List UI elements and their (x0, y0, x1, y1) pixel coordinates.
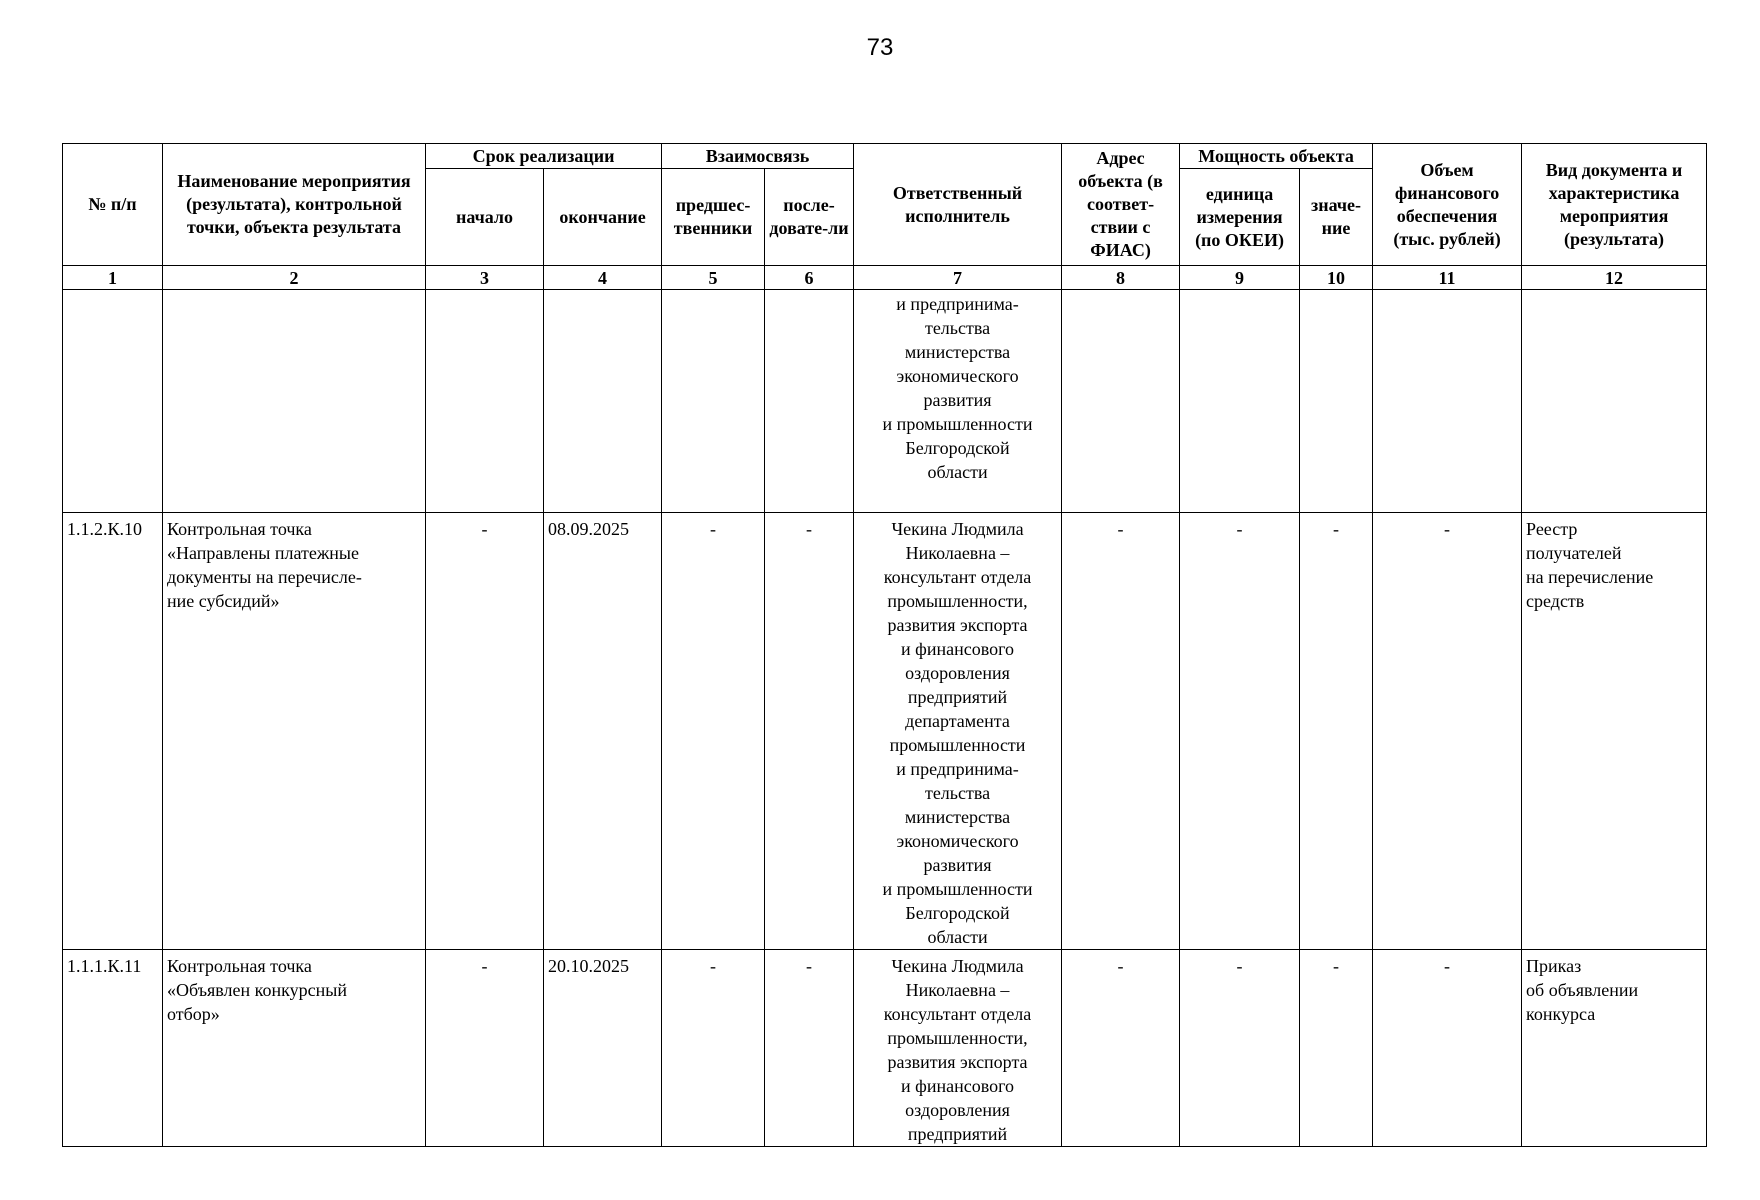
column-number-row (63, 266, 1707, 290)
row-finance (1373, 290, 1522, 513)
header-capacity-value: значе-ние (1300, 169, 1373, 266)
header-finance: Объем финансового обеспечения (тыс. рублей) (1373, 144, 1522, 266)
responsible-line: промышленности, (887, 591, 1028, 611)
responsible-line: промышленности, (887, 1028, 1028, 1048)
row-start (426, 290, 544, 513)
row-start: - (426, 950, 544, 1147)
header-term-end: окончание (544, 169, 662, 266)
column-number: 11 (1373, 266, 1522, 290)
header-link-group: Взаимосвязь (662, 144, 854, 169)
header-num: № п/п (63, 144, 163, 266)
responsible-line: экономического (896, 831, 1019, 851)
name-line: Контрольная точка (167, 519, 312, 539)
doc-line: на перечисление (1526, 567, 1654, 587)
row-next: - (765, 950, 854, 1147)
responsible-line: и предпринима- (896, 294, 1019, 314)
doc-line: получателей (1526, 543, 1622, 563)
responsible-line: тельства (924, 783, 991, 803)
column-number: 8 (1062, 266, 1180, 290)
row-finance: - (1373, 513, 1522, 950)
row-address: - (1062, 513, 1180, 950)
row-doc (1522, 290, 1707, 513)
doc-line: Реестр (1526, 519, 1578, 539)
doc-line: средств (1526, 591, 1585, 611)
responsible-line: Чекина Людмила (891, 956, 1024, 976)
row-responsible (854, 290, 1062, 513)
row-prev (662, 290, 765, 513)
responsible-line: Николаевна – (905, 543, 1010, 563)
name-line: Контрольная точка (167, 956, 312, 976)
header-responsible: Ответственный исполнитель (854, 144, 1062, 266)
responsible-line: развития (923, 855, 992, 875)
responsible-line: Чекина Людмила (891, 519, 1024, 539)
row-value (1300, 290, 1373, 513)
column-number: 2 (163, 266, 426, 290)
column-number: 1 (63, 266, 163, 290)
header-address: Адрес объекта (в соответ-ствии с ФИАС) (1062, 144, 1180, 266)
column-number: 12 (1522, 266, 1707, 290)
responsible-line: области (927, 462, 988, 482)
responsible-line: министерства (904, 342, 1011, 362)
responsible-line: предприятий (907, 1124, 1008, 1144)
responsible-line: предприятий (907, 687, 1008, 707)
row-responsible (854, 950, 1062, 1147)
row-end: 20.10.2025 (544, 950, 662, 1147)
plan-table (62, 143, 1707, 1147)
column-number: 3 (426, 266, 544, 290)
row-address: - (1062, 950, 1180, 1147)
responsible-line: развития экспорта (887, 615, 1028, 635)
table-row (63, 950, 1707, 1147)
name-line: документы на перечисле- (167, 567, 362, 587)
responsible-line: департамента (905, 711, 1010, 731)
doc-line: конкурса (1526, 1004, 1596, 1024)
responsible-line: развития экспорта (887, 1052, 1028, 1072)
row-value: - (1300, 513, 1373, 950)
responsible-line: области (927, 927, 988, 947)
row-name (163, 950, 426, 1147)
header-capacity-group: Мощность объекта (1180, 144, 1373, 169)
page-number: 73 (866, 34, 894, 61)
row-start: - (426, 513, 544, 950)
responsible-line: и промышленности (882, 879, 1033, 899)
row-next: - (765, 513, 854, 950)
responsible-line: Николаевна – (905, 980, 1010, 1000)
row-name (163, 290, 426, 513)
responsible-line: Белгородской (905, 438, 1010, 458)
row-end (544, 290, 662, 513)
row-prev: - (662, 950, 765, 1147)
table-row (63, 290, 1707, 513)
header-term-group: Срок реализации (426, 144, 662, 169)
column-number: 5 (662, 266, 765, 290)
table-row (63, 513, 1707, 950)
row-unit (1180, 290, 1300, 513)
row-doc (1522, 950, 1707, 1147)
row-unit: - (1180, 950, 1300, 1147)
row-finance: - (1373, 950, 1522, 1147)
responsible-line: Белгородской (905, 903, 1010, 923)
responsible-line: оздоровления (905, 663, 1010, 683)
row-end: 08.09.2025 (544, 513, 662, 950)
responsible-line: развития (923, 390, 992, 410)
name-line: ние субсидий» (167, 591, 280, 611)
responsible-line: и финансового (901, 1076, 1015, 1096)
row-prev: - (662, 513, 765, 950)
row-name (163, 513, 426, 950)
row-unit: - (1180, 513, 1300, 950)
responsible-line: экономического (896, 366, 1019, 386)
responsible-line: консультант отдела (883, 567, 1032, 587)
column-number: 10 (1300, 266, 1373, 290)
responsible-line: и предпринима- (896, 759, 1019, 779)
header-link-prev: предшес-твенники (662, 169, 765, 266)
row-value: - (1300, 950, 1373, 1147)
name-line: «Объявлен конкурсный (167, 980, 347, 1000)
responsible-line: тельства (924, 318, 991, 338)
column-number: 7 (854, 266, 1062, 290)
row-id: 1.1.1.К.11 (63, 950, 163, 1147)
row-id (63, 290, 163, 513)
responsible-line: министерства (904, 807, 1011, 827)
name-line: «Направлены платежные (167, 543, 359, 563)
header-link-next: после-довате-ли (765, 169, 854, 266)
responsible-line: и финансового (901, 639, 1015, 659)
responsible-line: и промышленности (882, 414, 1033, 434)
doc-line: об объявлении (1526, 980, 1639, 1000)
column-number: 4 (544, 266, 662, 290)
doc-line: Приказ (1526, 956, 1582, 976)
header-doc-type: Вид документа и характеристика мероприятия (результата) (1522, 144, 1707, 266)
responsible-line: консультант отдела (883, 1004, 1032, 1024)
header-name: Наименование мероприятия (результата), контрольной точки, объекта результата (163, 144, 426, 266)
column-number: 6 (765, 266, 854, 290)
responsible-line: промышленности (889, 735, 1026, 755)
column-number: 9 (1180, 266, 1300, 290)
header-capacity-unit: единица измерения (по ОКЕИ) (1180, 169, 1300, 266)
name-line: отбор» (167, 1004, 220, 1024)
row-next (765, 290, 854, 513)
row-id: 1.1.2.К.10 (63, 513, 163, 950)
header-term-start: начало (426, 169, 544, 266)
responsible-line: оздоровления (905, 1100, 1010, 1120)
row-doc (1522, 513, 1707, 950)
row-responsible (854, 513, 1062, 950)
row-address (1062, 290, 1180, 513)
